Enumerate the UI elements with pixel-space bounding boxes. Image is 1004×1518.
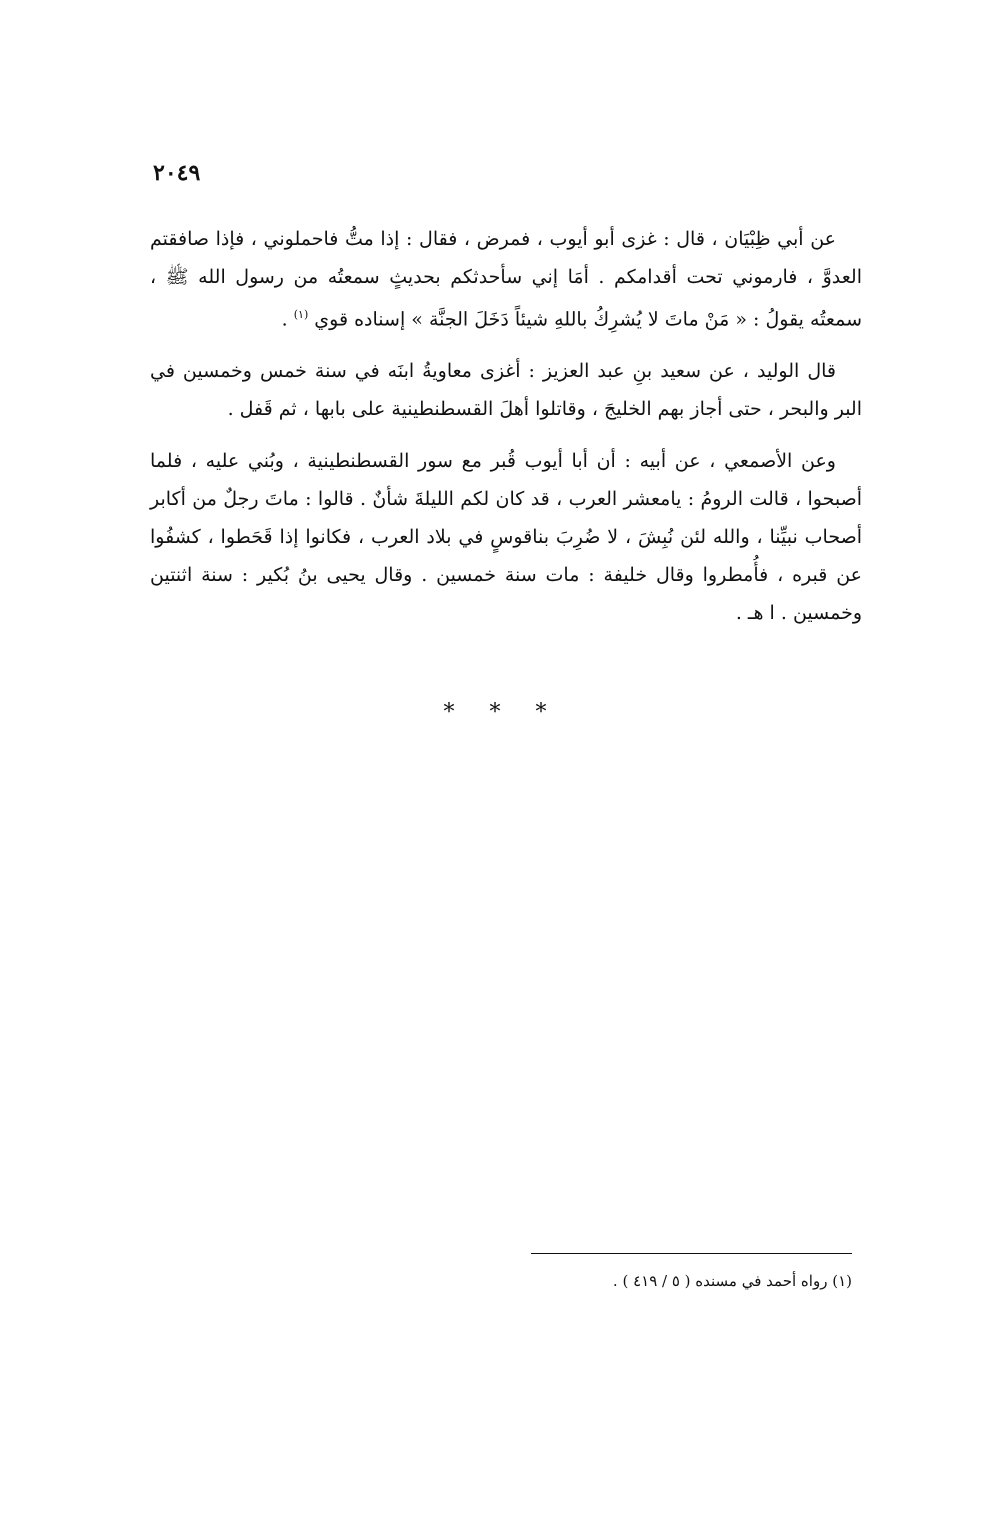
paragraph-1 xyxy=(150,220,862,338)
paragraph-2: قال الوليد ، عن سعيد بنِ عبد العزيز : أغزى معاويةُ ابنَه في سنة خمس وخمسين في البر والبحر ، حتى أجاز بهم الخليجَ ، وقاتلوا أهلَ القسطنطينية على بابها ، ثم قَفل . xyxy=(150,360,862,421)
main-text xyxy=(150,220,862,646)
paragraph-1-text: عن أبي ظِبْيَان ، قال : غزى أبو أيوب ، فمرض ، فقال : إذا متُّ فاحملوني ، فإذا صافقتم العدوَّ ، فارموني تحت أقدامكم . أمَا إني سأحدثكم بحديثٍ سمعتُه من رسول الله ﷺ ، سمعتُه يقولُ : « مَنْ ماتَ لا يُشرِكُ باللهِ شيئاً دَخَلَ الجنَّة » إسناده قوي xyxy=(150,228,862,331)
footnote-divider xyxy=(531,1253,852,1254)
footnote-reference: (١) xyxy=(293,308,309,321)
footnote: (١) رواه أحمد في مسنده ( ٥ / ٤١٩ ) . xyxy=(612,1272,852,1290)
paragraph-3: وعن الأصمعي ، عن أبيه : أن أبا أيوب قُبر مع سور القسطنطينية ، وبُني عليه ، فلما أصبحوا ، قالت الرومُ : يامعشر العرب ، قد كان لكم الليلةَ شأنٌ . قالوا : ماتَ رجلٌ من أكابر أصحاب نبيِّنا ، والله لئن نُبِشَ ، لا ضُرِبَ بناقوسٍ في بلاد العرب ، فكانوا إذا قَحَطوا ، كشفُوا عن قبره ، فأُمطروا وقال خليفة : مات سنة خمسين . وقال يحيى بنُ بُكير : سنة اثنتين وخمسين . ا هـ . xyxy=(150,450,862,625)
section-separator: * * * xyxy=(443,700,561,725)
page-number: ٢٠٤٩ xyxy=(153,160,201,186)
paragraph-1-end: . xyxy=(281,308,294,331)
